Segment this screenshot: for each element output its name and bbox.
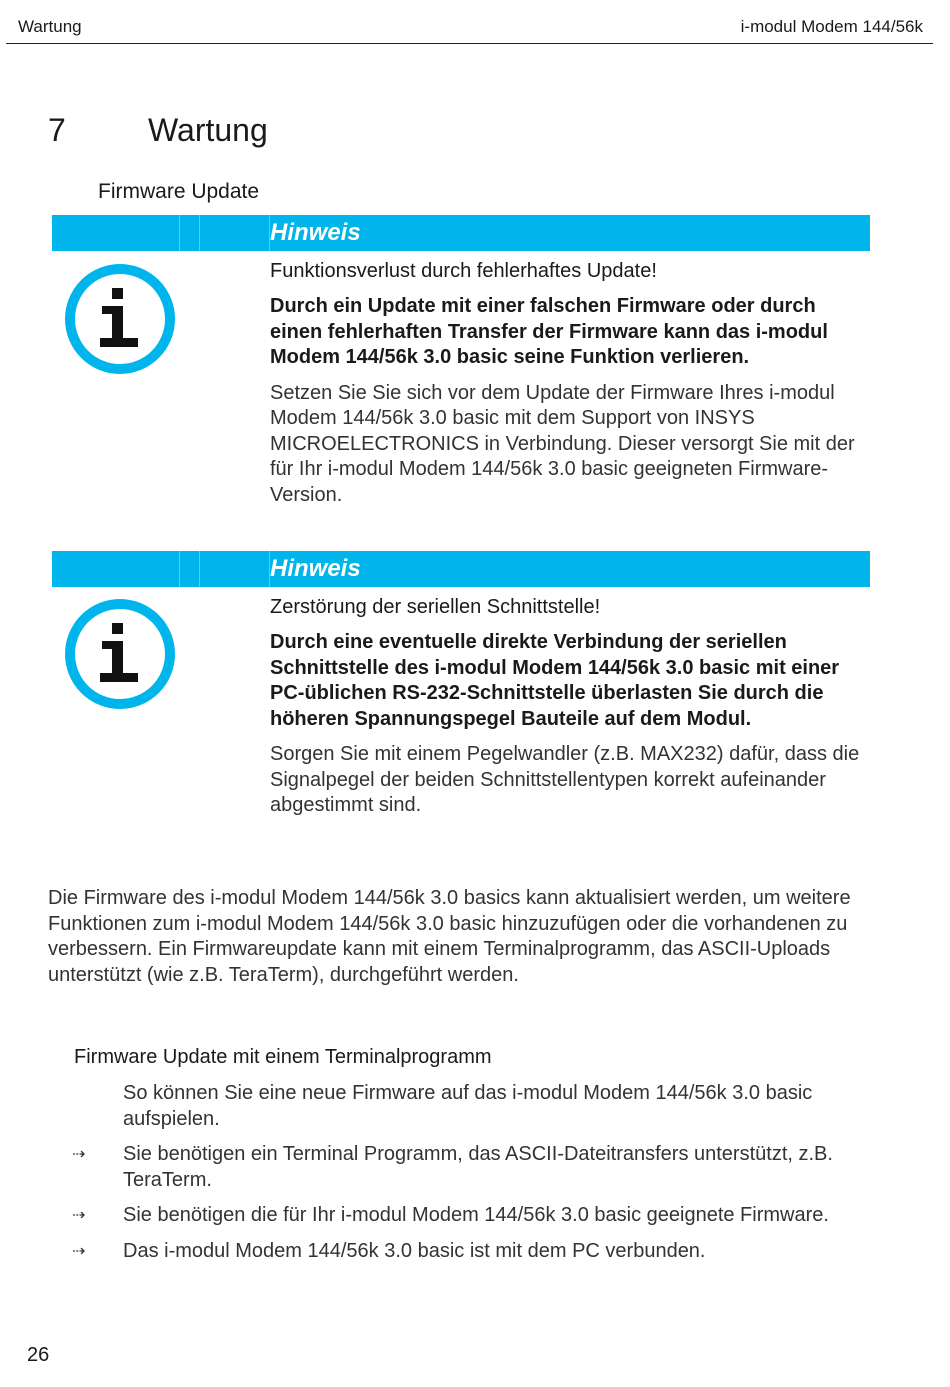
body-paragraph: Die Firmware des i-modul Modem 144/56k 3.0 basics kann aktualisiert werden, um weitere Funktionen zum i-modul Modem 144/56k 3.0 basic hinzuzufügen oder die vorhandenen zu verbessern. Ein Firmwareupdate kann mit einem Terminalprogramm, das ASCII-Uploads unterstützt (wie z.B. TeraTerm), durchgeführt werden. [48,887,851,986]
list-item-text: Sie benötigen die für Ihr i-modul Modem 144/56k 3.0 basic geeignete Firmware. [123,1204,829,1226]
list-item [0,1142,880,1193]
notice-text: Sorgen Sie mit einem Pegelwandler (z.B. MAX232) dafür, dass die Signalpegel der beiden Schnittstellentypen korrekt aufeinander abgestimmt sind. [270,743,860,816]
info-icon [63,262,177,376]
notice-bar [52,551,870,587]
notice-box [52,215,870,515]
notice-heading: Funktionsverlust durch fehlerhaftes Update! [270,260,657,282]
list-item [0,1239,880,1265]
notice-warning: Durch eine eventuelle direkte Verbindung der seriellen Schnittstelle des i-modul Modem 144/56k 3.0 basic mit einer PC-üblichen RS-232-Schnittstelle überlasten Sie durch die höheren Spannungspegel Bauteile auf dem Modul. [270,631,840,730]
header-product-name: i-modul Modem 144/56k [740,17,923,36]
intro-text-label: So können Sie eine neue Firmware auf das i-modul Modem 144/56k 3.0 basic aufspielen. [123,1082,813,1130]
arrow-bullet-icon: ⇢ [72,1207,86,1224]
header-section-name: Wartung [18,17,82,36]
section-title: Firmware Update [98,180,260,203]
notice-box [52,551,870,851]
list-item-text: Das i-modul Modem 144/56k 3.0 basic ist mit dem PC verbunden. [123,1239,706,1262]
chapter-title: Wartung [148,112,268,148]
notice-label: Hinweis [270,219,361,246]
subsection-title: Firmware Update mit einem Terminalprogramm [74,1046,492,1068]
notice-text: Setzen Sie Sie sich vor dem Update der Firmware Ihres i-modul Modem 144/56k 3.0 basic mit dem Support von INSYS MICROELECTRONICS in Verbindung. Dieser versorgt Sie mit der für Ihr i-modul Modem 144/56k 3.0 basic geeigneten Firmware-Version. [270,381,855,506]
list-item-text: Sie benötigen ein Terminal Programm, das ASCII-Dateitransfers unterstützt, z.B. TeraTerm. [123,1143,833,1191]
chapter-number: 7 [48,112,66,148]
notice-label: Hinweis [270,555,361,582]
notice-content [270,258,860,508]
info-icon [63,597,177,711]
arrow-bullet-icon: ⇢ [72,1242,86,1260]
notice-warning: Durch ein Update mit einer falschen Firmware oder durch einen fehlerhaften Transfer der Firmware kann das i-modul Modem 144/56k 3.0 basic seine Funktion verlieren. [270,295,828,368]
notice-bar [52,215,870,251]
arrow-bullet-icon: ⇢ [72,1146,86,1163]
notice-content [270,594,860,819]
page-number: 26 [27,1344,50,1366]
running-header [6,0,933,44]
requirements-list [0,1081,950,1274]
list-item [0,1203,880,1229]
notice-heading: Zerstörung der seriellen Schnittstelle! [270,596,601,618]
intro-text [0,1081,880,1132]
